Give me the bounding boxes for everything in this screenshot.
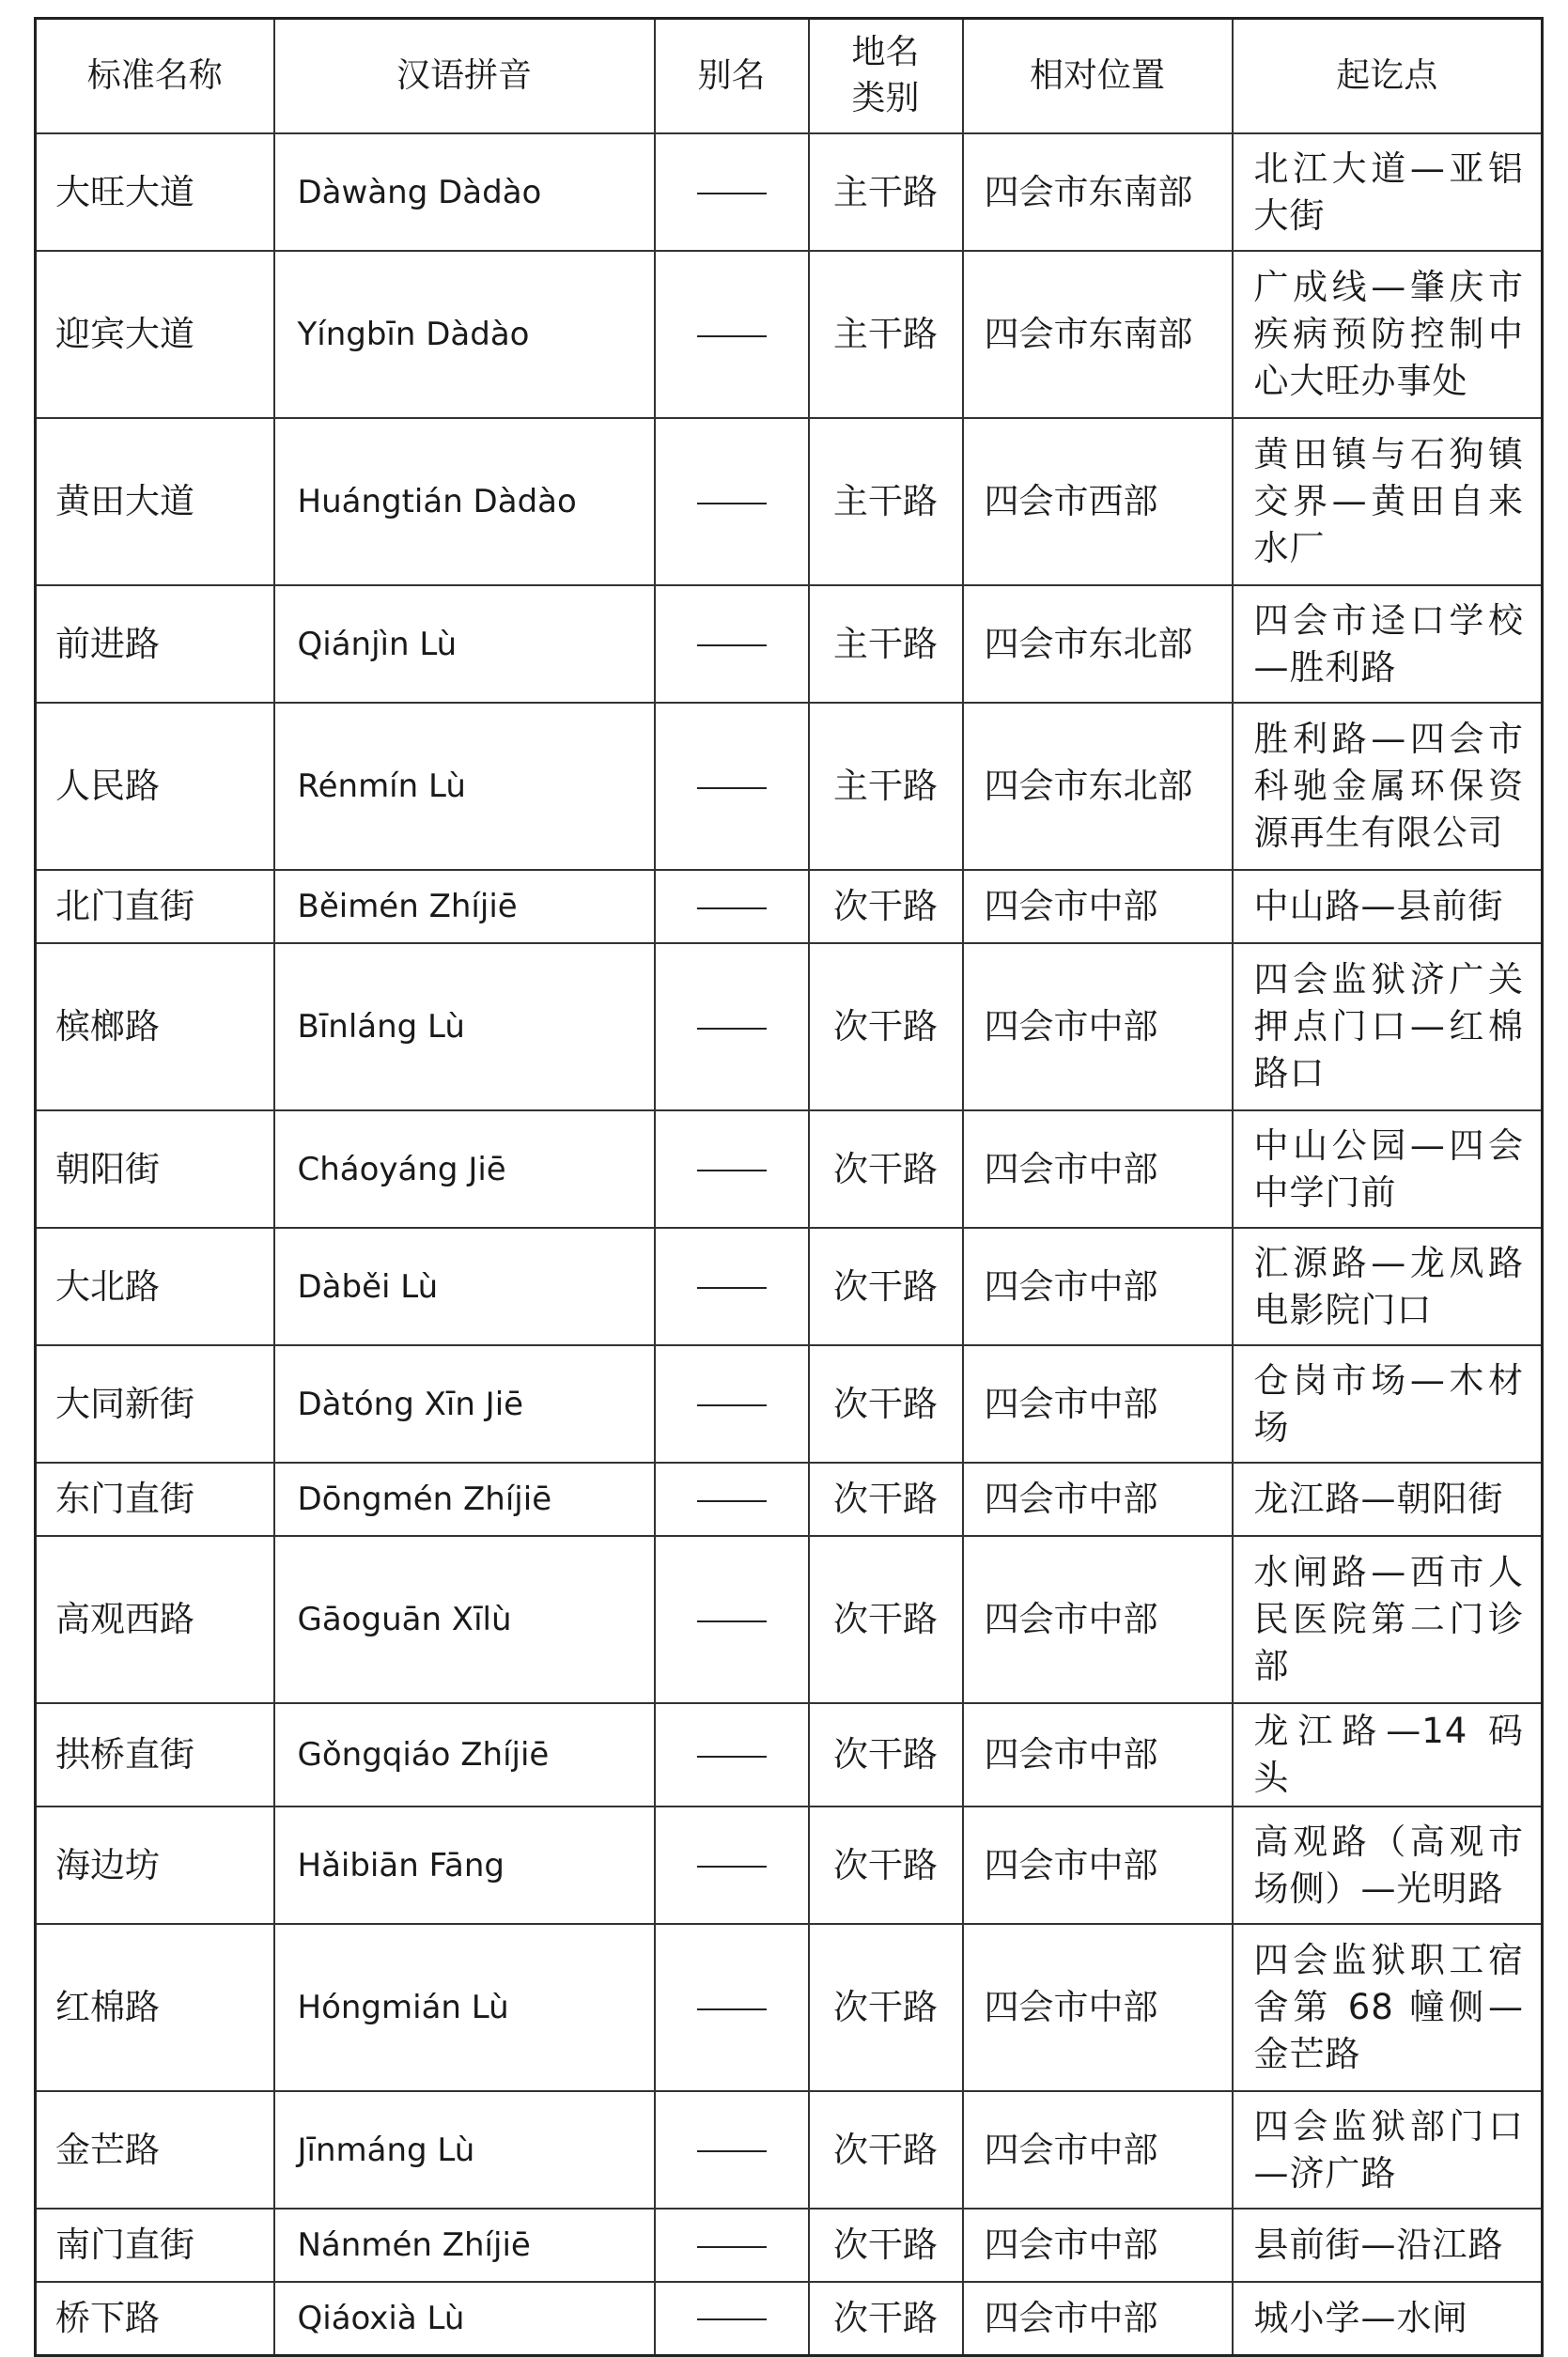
alias-dash (697, 1500, 767, 1502)
alias-dash (697, 644, 767, 646)
alias-dash (697, 1287, 767, 1289)
alias-dash (697, 2318, 767, 2320)
cell-relative-position: 四会市中部 (963, 1228, 1233, 1345)
cell-category: 次干路 (809, 1110, 963, 1228)
cell-relative-position: 四会市西部 (963, 418, 1233, 585)
cell-alias (655, 1807, 809, 1924)
cell-category: 次干路 (809, 1536, 963, 1703)
cell-alias (655, 703, 809, 870)
cell-standard-name: 拱桥直街 (36, 1703, 274, 1807)
cell-start-end-points: 胜利路—四会市科驰金属环保资源再生有限公司 (1233, 703, 1543, 870)
cell-start-end-points: 黄田镇与石狗镇交界—黄田自来水厂 (1233, 418, 1543, 585)
cell-relative-position: 四会市中部 (963, 1924, 1233, 2091)
cell-standard-name: 大北路 (36, 1228, 274, 1345)
cell-alias (655, 2282, 809, 2355)
table-row (36, 1924, 1543, 2091)
cell-alias (655, 1536, 809, 1703)
table-row (36, 1536, 1543, 1703)
cell-pinyin: Qiánjìn Lù (274, 585, 655, 703)
cell-category: 次干路 (809, 1924, 963, 2091)
cell-standard-name: 大旺大道 (36, 133, 274, 251)
table-row (36, 1110, 1543, 1228)
header-pinyin: 汉语拼音 (274, 19, 655, 134)
cell-pinyin: Bīnláng Lù (274, 943, 655, 1110)
alias-dash (697, 2150, 767, 2152)
cell-standard-name: 红棉路 (36, 1924, 274, 2091)
cell-standard-name: 前进路 (36, 585, 274, 703)
cell-pinyin: Huángtián Dàdào (274, 418, 655, 585)
cell-start-end-points: 水闸路—西市人民医院第二门诊部 (1233, 1536, 1543, 1703)
cell-relative-position: 四会市中部 (963, 870, 1233, 943)
cell-standard-name: 东门直街 (36, 1463, 274, 1536)
table-row (36, 1703, 1543, 1807)
cell-standard-name: 人民路 (36, 703, 274, 870)
cell-start-end-points: 城小学—水闸 (1233, 2282, 1543, 2355)
cell-standard-name: 高观西路 (36, 1536, 274, 1703)
cell-standard-name: 海边坊 (36, 1807, 274, 1924)
cell-category: 次干路 (809, 2282, 963, 2355)
cell-pinyin: Dōngmén Zhíjiē (274, 1463, 655, 1536)
cell-standard-name: 黄田大道 (36, 418, 274, 585)
cell-start-end-points: 仓岗市场—木材场 (1233, 1345, 1543, 1463)
cell-standard-name: 朝阳街 (36, 1110, 274, 1228)
cell-standard-name: 桥下路 (36, 2282, 274, 2355)
header-alias: 别名 (655, 19, 809, 134)
cell-pinyin: Dàtóng Xīn Jiē (274, 1345, 655, 1463)
alias-dash (697, 907, 767, 909)
cell-relative-position: 四会市中部 (963, 1703, 1233, 1807)
cell-standard-name: 北门直街 (36, 870, 274, 943)
cell-alias (655, 251, 809, 418)
cell-pinyin: Yíngbīn Dàdào (274, 251, 655, 418)
cell-pinyin: Qiáoxià Lù (274, 2282, 655, 2355)
cell-relative-position: 四会市中部 (963, 943, 1233, 1110)
cell-relative-position: 四会市中部 (963, 2091, 1233, 2209)
cell-relative-position: 四会市中部 (963, 1807, 1233, 1924)
cell-alias (655, 1345, 809, 1463)
table-row (36, 1228, 1543, 1345)
alias-dash (697, 2008, 767, 2010)
table-row (36, 943, 1543, 1110)
table-row (36, 251, 1543, 418)
cell-pinyin: Jīnmáng Lù (274, 2091, 655, 2209)
table-row (36, 1463, 1543, 1536)
table-row (36, 585, 1543, 703)
table-body (36, 133, 1543, 2355)
alias-dash (697, 1620, 767, 1622)
cell-standard-name: 迎宾大道 (36, 251, 274, 418)
header-standard-name: 标准名称 (36, 19, 274, 134)
cell-start-end-points: 汇源路—龙凤路电影院门口 (1233, 1228, 1543, 1345)
alias-dash (697, 503, 767, 504)
table-row (36, 1807, 1543, 1924)
table-row (36, 418, 1543, 585)
cell-pinyin: Hóngmián Lù (274, 1924, 655, 2091)
cell-pinyin: Cháoyáng Jiē (274, 1110, 655, 1228)
alias-dash (697, 1028, 767, 1030)
cell-relative-position: 四会市东北部 (963, 703, 1233, 870)
table-row (36, 703, 1543, 870)
cell-alias (655, 2209, 809, 2282)
cell-standard-name: 槟榔路 (36, 943, 274, 1110)
header-row (36, 19, 1543, 134)
cell-relative-position: 四会市东北部 (963, 585, 1233, 703)
alias-dash (697, 1756, 767, 1758)
cell-start-end-points: 四会监狱职工宿舍第 68 幢侧—金芒路 (1233, 1924, 1543, 2091)
cell-alias (655, 133, 809, 251)
alias-dash (697, 193, 767, 194)
cell-alias (655, 1924, 809, 2091)
cell-pinyin: Běimén Zhíjiē (274, 870, 655, 943)
cell-category: 主干路 (809, 585, 963, 703)
cell-category: 主干路 (809, 133, 963, 251)
cell-category: 次干路 (809, 1345, 963, 1463)
cell-relative-position: 四会市中部 (963, 2282, 1233, 2355)
alias-dash (697, 787, 767, 789)
cell-pinyin: Dàwàng Dàdào (274, 133, 655, 251)
cell-relative-position: 四会市东南部 (963, 133, 1233, 251)
table-row (36, 870, 1543, 943)
cell-alias (655, 943, 809, 1110)
cell-category: 主干路 (809, 251, 963, 418)
cell-relative-position: 四会市中部 (963, 1536, 1233, 1703)
cell-alias (655, 1110, 809, 1228)
table-row (36, 2091, 1543, 2209)
cell-start-end-points: 四会监狱部门口—济广路 (1233, 2091, 1543, 2209)
cell-alias (655, 870, 809, 943)
alias-dash (697, 1866, 767, 1868)
cell-start-end-points: 北江大道—亚铝大街 (1233, 133, 1543, 251)
cell-category: 次干路 (809, 1228, 963, 1345)
cell-category: 次干路 (809, 943, 963, 1110)
table-row (36, 1345, 1543, 1463)
table-row (36, 2282, 1543, 2355)
cell-category: 次干路 (809, 1807, 963, 1924)
cell-start-end-points: 高观路（高观市场侧）—光明路 (1233, 1807, 1543, 1924)
cell-alias (655, 1463, 809, 1536)
cell-start-end-points: 龙江路—朝阳街 (1233, 1463, 1543, 1536)
cell-pinyin: Dàběi Lù (274, 1228, 655, 1345)
cell-relative-position: 四会市中部 (963, 1463, 1233, 1536)
alias-dash (697, 1170, 767, 1171)
cell-start-end-points: 中山公园—四会中学门前 (1233, 1110, 1543, 1228)
cell-alias (655, 1703, 809, 1807)
cell-category: 次干路 (809, 2209, 963, 2282)
header-start-end-points: 起讫点 (1233, 19, 1543, 134)
cell-alias (655, 2091, 809, 2209)
cell-standard-name: 大同新街 (36, 1345, 274, 1463)
cell-standard-name: 南门直街 (36, 2209, 274, 2282)
table-row (36, 133, 1543, 251)
cell-start-end-points: 龙江路—14 码头 (1233, 1703, 1543, 1807)
cell-start-end-points: 四会监狱济广关押点门口—红棉路口 (1233, 943, 1543, 1110)
table-row (36, 2209, 1543, 2282)
cell-relative-position: 四会市中部 (963, 1345, 1233, 1463)
place-name-table (34, 17, 1544, 2357)
cell-alias (655, 418, 809, 585)
cell-relative-position: 四会市中部 (963, 2209, 1233, 2282)
cell-start-end-points: 县前街—沿江路 (1233, 2209, 1543, 2282)
alias-dash (697, 2246, 767, 2248)
cell-start-end-points: 中山路—县前街 (1233, 870, 1543, 943)
cell-category: 次干路 (809, 870, 963, 943)
alias-dash (697, 335, 767, 337)
cell-category: 次干路 (809, 1703, 963, 1807)
cell-category: 主干路 (809, 418, 963, 585)
cell-category: 次干路 (809, 1463, 963, 1536)
cell-start-end-points: 四会市迳口学校—胜利路 (1233, 585, 1543, 703)
header-relative-position: 相对位置 (963, 19, 1233, 134)
cell-category: 次干路 (809, 2091, 963, 2209)
cell-category: 主干路 (809, 703, 963, 870)
cell-pinyin: Nánmén Zhíjiē (274, 2209, 655, 2282)
cell-standard-name: 金芒路 (36, 2091, 274, 2209)
cell-relative-position: 四会市东南部 (963, 251, 1233, 418)
cell-pinyin: Hǎibiān Fāng (274, 1807, 655, 1924)
cell-pinyin: Gǒngqiáo Zhíjiē (274, 1703, 655, 1807)
header-category: 地名类别 (809, 19, 963, 134)
cell-alias (655, 1228, 809, 1345)
cell-pinyin: Gāoguān Xīlù (274, 1536, 655, 1703)
cell-start-end-points: 广成线—肇庆市疾病预防控制中心大旺办事处 (1233, 251, 1543, 418)
alias-dash (697, 1404, 767, 1406)
cell-alias (655, 585, 809, 703)
cell-relative-position: 四会市中部 (963, 1110, 1233, 1228)
cell-pinyin: Rénmín Lù (274, 703, 655, 870)
